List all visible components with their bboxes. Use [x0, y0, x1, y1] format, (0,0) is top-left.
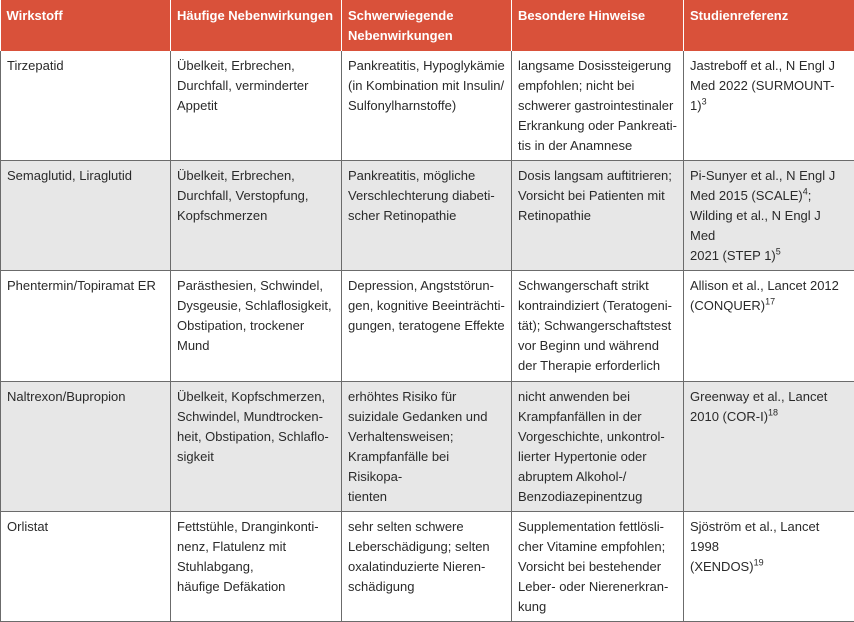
reference-footnote: 19	[754, 558, 764, 568]
cell-besondere-hinweise: Dosis langsam auftitrieren; Vorsicht bei Patienten mit Retinopathie	[512, 161, 684, 271]
cell-wirkstoff: Orlistat	[1, 512, 171, 622]
cell-schwerwiegende-nebenwirkungen: sehr selten schwere Leberschädigung; selten oxalatinduzierte Nieren- schädigung	[342, 512, 512, 622]
cell-schwerwiegende-nebenwirkungen: Pankreatitis, Hypoglykämie (in Kombination mit Insulin/ Sulfonylharnstoffe)	[342, 51, 512, 161]
header-studienreferenz: Studienreferenz	[684, 0, 854, 51]
cell-haeufige-nebenwirkungen: Übelkeit, Erbrechen, Durchfall, Verstopfung, Kopfschmerzen	[171, 161, 342, 271]
cell-besondere-hinweise: Supplementation fettlösli- cher Vitamine empfohlen; Vorsicht bei bestehender Leber- oder Nierenerkran- kung	[512, 512, 684, 622]
header-haeufige-nebenwirkungen: Häufige Nebenwirkungen	[171, 0, 342, 51]
cell-haeufige-nebenwirkungen: Parästhesien, Schwindel, Dysgeusie, Schlaflosigkeit, Obstipation, trockener Mund	[171, 271, 342, 382]
cell-haeufige-nebenwirkungen: Übelkeit, Kopfschmerzen, Schwindel, Mundtrocken- heit, Obstipation, Schlaflo- sigkeit	[171, 382, 342, 512]
reference-footnote: 17	[765, 297, 775, 307]
table-row	[1, 271, 854, 382]
cell-studienreferenz	[684, 51, 854, 161]
cell-besondere-hinweise: langsame Dosissteigerung empfohlen; nicht bei schwerer gastrointestinaler Erkrankung oder Pankreati- tis in der Anamnese	[512, 51, 684, 161]
cell-schwerwiegende-nebenwirkungen: erhöhtes Risiko für suizidale Gedanken und Verhaltensweisen; Krampfanfälle bei Risikopa- tienten	[342, 382, 512, 512]
table-row	[1, 512, 854, 622]
cell-haeufige-nebenwirkungen: Fettstühle, Dranginkonti- nenz, Flatulenz mit Stuhlabgang, häufige Defäkation	[171, 512, 342, 622]
cell-schwerwiegende-nebenwirkungen: Pankreatitis, mögliche Verschlechterung diabeti- scher Retinopathie	[342, 161, 512, 271]
reference-text: Greenway et al., Lancet 2010 (COR-I)	[690, 389, 827, 424]
cell-wirkstoff: Phentermin/Topiramat ER	[1, 271, 171, 382]
reference-text: Jastreboff et al., N Engl J Med 2022 (SURMOUNT-1)	[690, 58, 835, 113]
reference-text: Sjöström et al., Lancet 1998 (XENDOS)	[690, 519, 819, 574]
cell-wirkstoff: Naltrexon/Bupropion	[1, 382, 171, 512]
cell-studienreferenz	[684, 161, 854, 271]
reference-text-2: ; Wilding et al., N Engl J Med 2021 (STEP 1)	[690, 188, 821, 263]
reference-footnote: 18	[768, 408, 778, 418]
table-row	[1, 382, 854, 512]
table-row	[1, 161, 854, 271]
cell-studienreferenz	[684, 271, 854, 382]
cell-wirkstoff: Semaglutid, Liraglutid	[1, 161, 171, 271]
cell-studienreferenz	[684, 382, 854, 512]
table-row	[1, 51, 854, 161]
cell-schwerwiegende-nebenwirkungen: Depression, Angststörun- gen, kognitive Beeinträchti- gungen, teratogene Effekte	[342, 271, 512, 382]
cell-haeufige-nebenwirkungen: Übelkeit, Erbrechen, Durchfall, verminderter Appetit	[171, 51, 342, 161]
header-besondere-hinweise: Besondere Hinweise	[512, 0, 684, 51]
cell-besondere-hinweise: Schwangerschaft strikt kontraindiziert (Teratogeni- tät); Schwangerschaftstest vor Beginn und während der Therapie erforderlich	[512, 271, 684, 382]
reference-text: Pi-Sunyer et al., N Engl J Med 2015 (SCALE)	[690, 168, 835, 203]
cell-besondere-hinweise: nicht anwenden bei Krampfanfällen in der Vorgeschichte, unkontrol- lierter Hypertonie oder abruptem Alkohol-/ Benzodiazepinentzug	[512, 382, 684, 512]
cell-wirkstoff: Tirzepatid	[1, 51, 171, 161]
header-wirkstoff: Wirkstoff	[1, 0, 171, 51]
reference-footnote: 4	[803, 187, 808, 197]
reference-footnote: 3	[702, 97, 707, 107]
reference-text: Allison et al., Lancet 2012 (CONQUER)	[690, 278, 839, 313]
header-schwerwiegende-nebenwirkungen: Schwerwiegende Nebenwirkungen	[342, 0, 512, 51]
cell-studienreferenz	[684, 512, 854, 622]
header-row	[1, 0, 854, 51]
reference-footnote-2: 5	[776, 247, 781, 257]
